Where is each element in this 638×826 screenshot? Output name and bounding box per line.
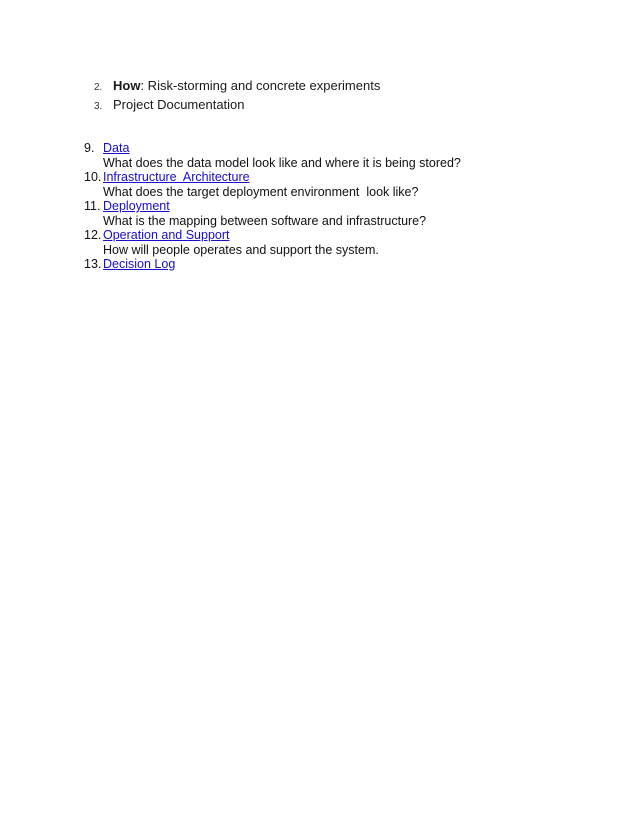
list-item-description: What does the target deployment environment look like?	[103, 184, 419, 199]
sub-list	[94, 78, 380, 116]
infrastructure-architecture-link[interactable]: Infrastructure Architecture	[103, 170, 250, 184]
list-item-body	[103, 170, 418, 199]
numbered-list	[84, 141, 461, 272]
decision-log-link[interactable]: Decision Log	[103, 257, 176, 271]
operation-and-support-link[interactable]: Operation and Support	[103, 228, 230, 242]
sub-item-bold-label: How	[113, 78, 141, 93]
list-item-number: 9.	[84, 141, 95, 155]
list-item-number: 11.	[84, 199, 101, 213]
sub-list-item	[94, 97, 380, 116]
list-item-operation	[84, 228, 461, 257]
list-item-number: 12.	[84, 228, 102, 242]
sub-item-number: 2.	[94, 82, 103, 93]
list-item-data	[84, 141, 461, 170]
list-item-decision-log	[84, 257, 461, 272]
list-item-infrastructure	[84, 170, 461, 199]
list-item-number: 10.	[84, 170, 102, 184]
list-item-number: 13.	[84, 257, 102, 271]
data-link[interactable]: Data	[103, 141, 130, 155]
sub-item-text: Project Documentation	[113, 97, 245, 112]
sub-item-rest: : Risk-storming and concrete experiments	[140, 78, 381, 93]
list-item-description: How will people operates and support the system.	[103, 242, 379, 257]
sub-item-text	[113, 78, 380, 93]
list-item-body	[103, 141, 461, 170]
list-item-body	[103, 199, 426, 228]
list-item-body	[103, 228, 379, 257]
list-item-deployment	[84, 199, 461, 228]
list-item-description: What is the mapping between software and infrastructure?	[103, 213, 427, 228]
sub-list-item	[94, 78, 380, 97]
list-item-body	[103, 257, 175, 272]
deployment-link[interactable]: Deployment	[103, 199, 170, 213]
list-item-description: What does the data model look like and where it is being stored?	[103, 155, 461, 170]
sub-item-number: 3.	[94, 101, 103, 112]
